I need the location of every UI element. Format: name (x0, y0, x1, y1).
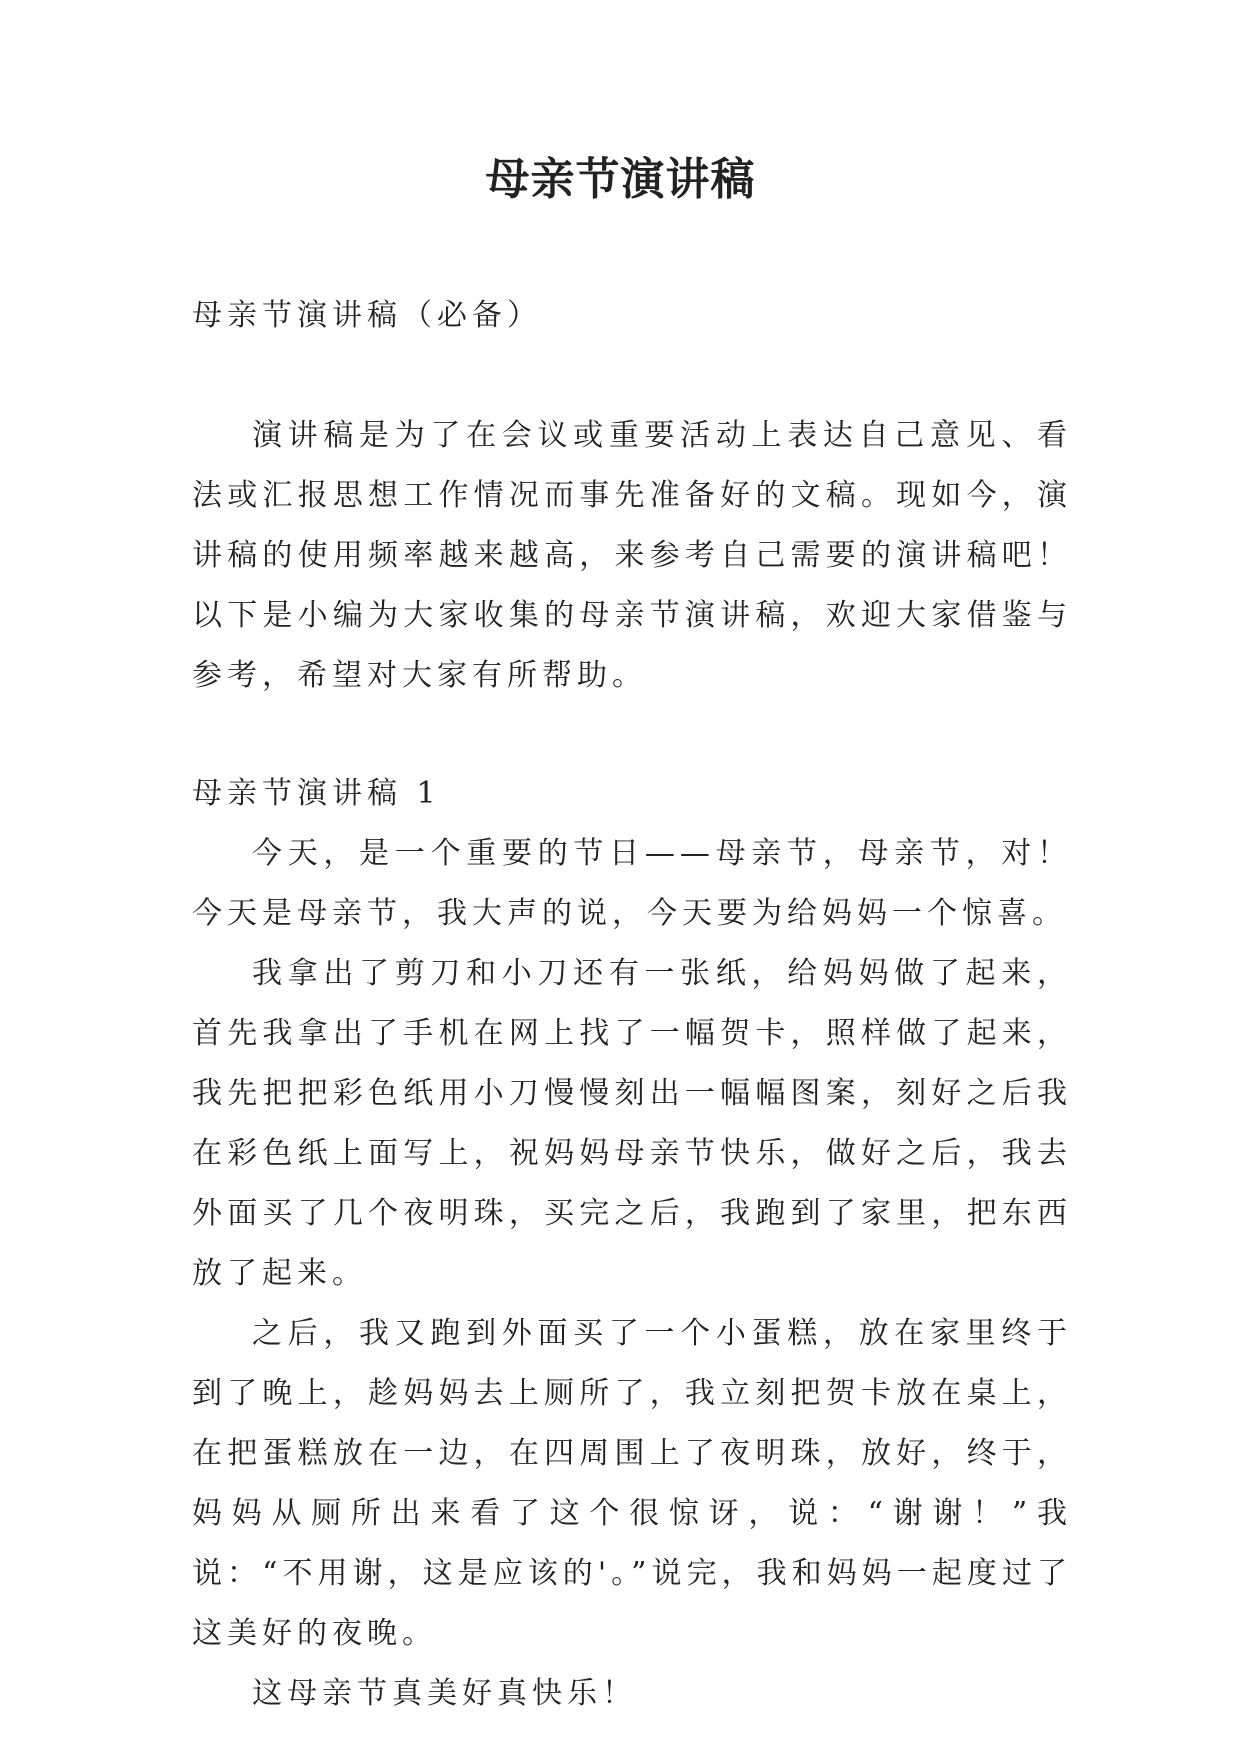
document-body (192, 286, 1072, 1724)
body-paragraph: 之后，我又跑到外面买了一个小蛋糕，放在家里终于到了晚上，趁妈妈去上厕所了，我立刻把贺卡放在桌上，在把蛋糕放在一边，在四周围上了夜明珠，放好，终于，妈妈从厕所出来看了这个很惊讶，说：“谢谢！”我说：“不用谢，这是应该的'。”说完，我和妈妈一起度过了这美好的夜晚。 (192, 1316, 1072, 1651)
section-heading: 母亲节演讲稿 1 (192, 776, 441, 811)
body-paragraph: 这母亲节真美好真快乐！ (252, 1676, 637, 1711)
document-subtitle: 母亲节演讲稿（必备） (192, 298, 542, 333)
document-title: 母亲节演讲稿 (485, 154, 756, 205)
intro-paragraph: 演讲稿是为了在会议或重要活动上表达自己意见、看法或汇报思想工作情况而事先准备好的文稿。现如今，演讲稿的使用频率越来越高，来参考自己需要的演讲稿吧！以下是小编为大家收集的母亲节演讲稿，欢迎大家借鉴与参考，希望对大家有所帮助。 (192, 418, 1072, 693)
body-paragraph: 今天，是一个重要的节日——母亲节，母亲节，对！今天是母亲节，我大声的说，今天要为给妈妈一个惊喜。 (192, 836, 1072, 931)
body-paragraph: 我拿出了剪刀和小刀还有一张纸，给妈妈做了起来，首先我拿出了手机在网上找了一幅贺卡，照样做了起来，我先把把彩色纸用小刀慢慢刻出一幅幅图案，刻好之后我在彩色纸上面写上，祝妈妈母亲节快乐，做好之后，我去外面买了几个夜明珠，买完之后，我跑到了家里，把东西放了起来。 (192, 956, 1072, 1291)
